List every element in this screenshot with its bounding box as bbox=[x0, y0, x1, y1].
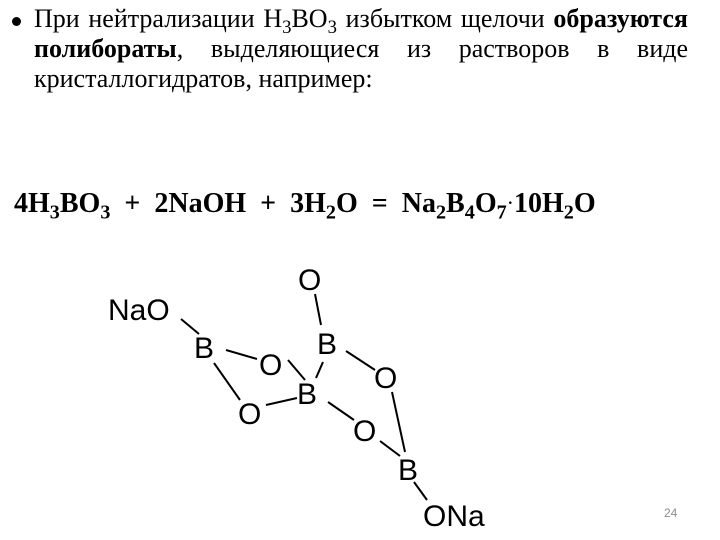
atom-boron-2: B bbox=[317, 328, 338, 361]
bond-b2-oright bbox=[346, 351, 375, 370]
bond-oright-b4 bbox=[392, 392, 405, 452]
subscript: 7 bbox=[496, 201, 507, 224]
formula-part: 3H bbox=[290, 188, 326, 219]
bond-b2-b3 bbox=[316, 362, 323, 378]
subscript: 3 bbox=[282, 16, 292, 38]
atom-oxygen-low: O bbox=[353, 415, 377, 448]
equals-sign: = bbox=[371, 188, 388, 219]
text-part: BO bbox=[291, 4, 328, 33]
text-part: , выделяющиеся из растворов в виде кристаллогидратов, например: bbox=[34, 34, 688, 93]
bond-b1-omid bbox=[226, 350, 257, 359]
bond-oleft-b3 bbox=[266, 398, 297, 405]
atom-oxygen-mid: O bbox=[259, 349, 283, 382]
formula-part: O bbox=[474, 188, 497, 219]
subscript: 2 bbox=[325, 201, 336, 224]
atom-ona: ONa bbox=[423, 500, 485, 533]
formula-part: O bbox=[573, 188, 596, 219]
atom-boron-3: B bbox=[297, 378, 318, 411]
text-part: избытком щелочи bbox=[336, 4, 554, 33]
bond-otop-b2 bbox=[315, 294, 321, 325]
formula-part: B bbox=[446, 188, 465, 219]
subscript: 2 bbox=[435, 201, 447, 224]
plus-sign: + bbox=[124, 188, 141, 219]
bond-omid-b3 bbox=[288, 360, 305, 380]
atom-oxygen-right: O bbox=[374, 362, 398, 395]
atom-oxygen-left: O bbox=[238, 398, 262, 431]
formula-part: BO bbox=[59, 188, 101, 219]
page-number: 24 bbox=[664, 506, 678, 520]
formula-part: 4H bbox=[14, 188, 50, 219]
subscript: 3 bbox=[100, 201, 111, 224]
plus-sign: + bbox=[260, 188, 277, 219]
atom-nao: NaO bbox=[108, 294, 170, 327]
formula-part: Na bbox=[401, 188, 436, 219]
atom-oxygen-top: O bbox=[298, 264, 322, 297]
formula-part: O bbox=[335, 188, 358, 219]
borate-structure-diagram bbox=[0, 250, 720, 540]
bullet-text bbox=[34, 4, 688, 94]
bond-b3-olow bbox=[328, 402, 354, 420]
reaction-equation bbox=[14, 188, 596, 224]
atom-boron-4: B bbox=[398, 454, 419, 487]
bond-olow-b4 bbox=[380, 441, 400, 456]
formula-part: 2NaOH bbox=[154, 188, 247, 219]
hydrate-dot: · bbox=[506, 189, 514, 215]
atom-boron-1: B bbox=[194, 332, 215, 365]
formula-part: 10H bbox=[514, 188, 564, 219]
bond-b1-oleft bbox=[214, 363, 240, 400]
subscript: 3 bbox=[49, 201, 60, 224]
subscript: 3 bbox=[327, 16, 337, 38]
text-part: При нейтрализации H bbox=[34, 4, 283, 33]
bold-term: образуются полибораты bbox=[34, 4, 688, 63]
bullet-dot bbox=[12, 17, 21, 26]
bullet-paragraph bbox=[12, 4, 688, 94]
subscript: 2 bbox=[563, 201, 574, 224]
subscript: 4 bbox=[464, 201, 475, 224]
